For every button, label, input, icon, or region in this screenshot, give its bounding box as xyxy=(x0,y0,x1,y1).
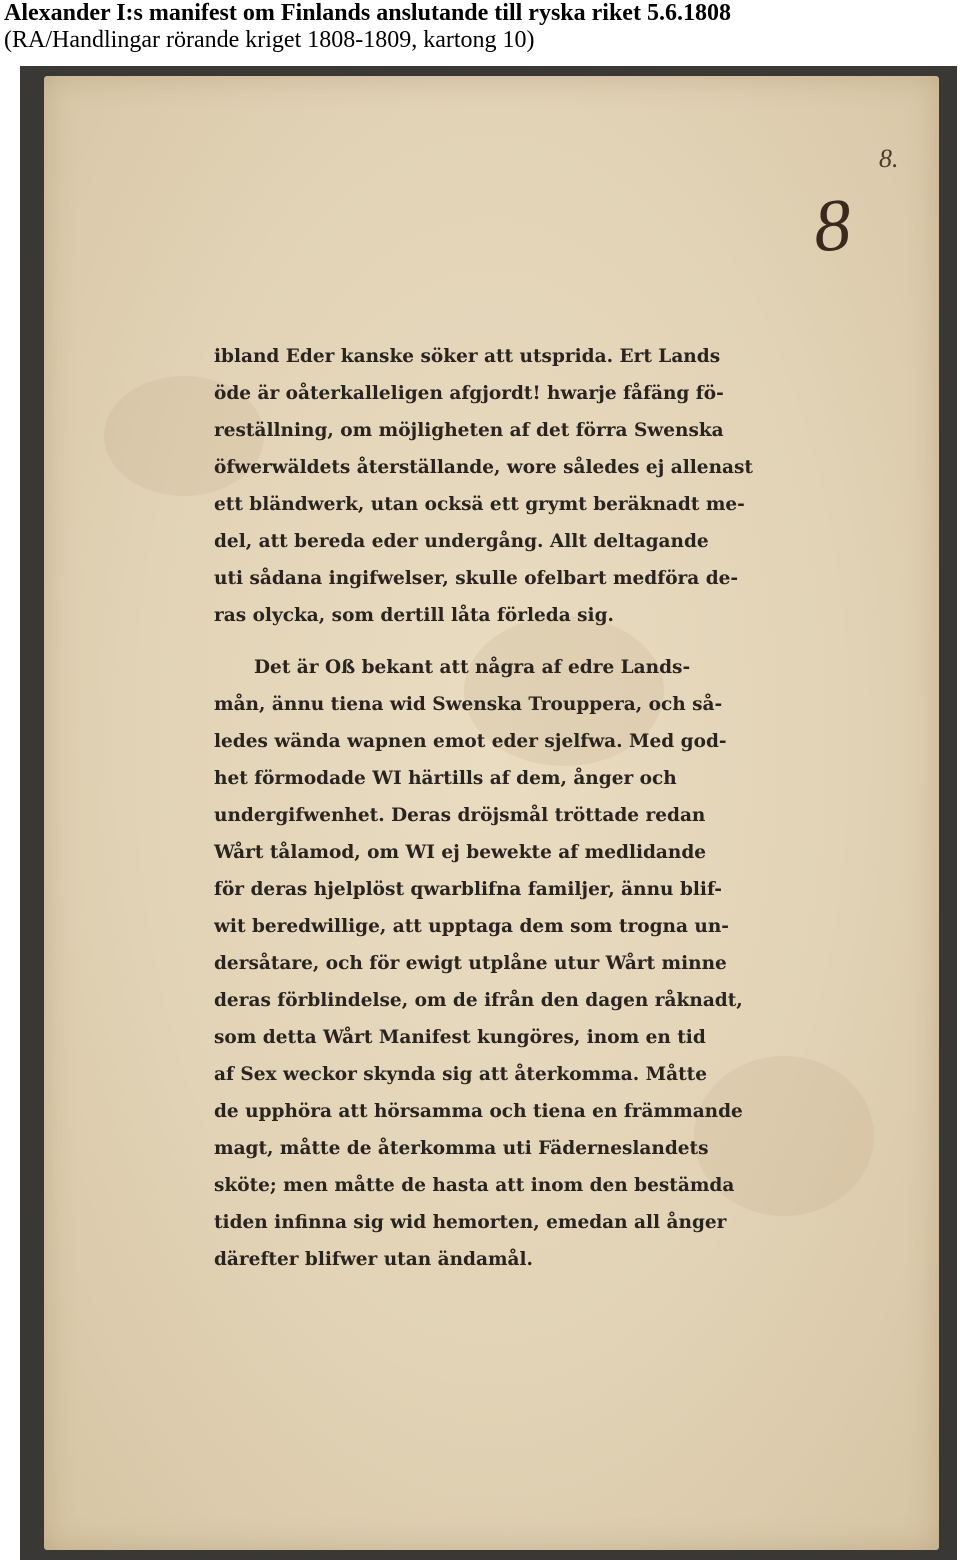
text-line: dersåtare, och för ewigt utplåne utur Wårt minne xyxy=(214,953,727,974)
text-line: därefter blifwer utan ändamål. xyxy=(214,1249,533,1270)
text-line: het förmodade WI härtills af dem, ånger och xyxy=(214,768,677,789)
text-line: för deras hjelplöst qwarblifna familjer, ännu blif- xyxy=(214,879,722,900)
document-page xyxy=(44,76,939,1550)
text-line: öde är oåterkalleligen afgjordt! hwarje fåfäng fö- xyxy=(214,383,724,404)
document-caption xyxy=(4,0,954,54)
scan-frame xyxy=(20,66,957,1560)
text-line: del, att bereda eder undergång. Allt deltagande xyxy=(214,531,709,552)
text-line: öfwerwäldets återställande, wore således ej allenast xyxy=(214,457,753,478)
folio-number-large: 8 xyxy=(811,183,854,269)
caption-title: Alexander I:s manifest om Finlands anslutande till ryska riket 5.6.1808 xyxy=(4,0,731,26)
text-line: ledes wända wapnen emot eder sjelfwa. Med god- xyxy=(214,731,727,752)
text-line: reställning, om möjligheten af det förra Swenska xyxy=(214,420,724,441)
text-line: af Sex weckor skynda sig att återkomma. Måtte xyxy=(214,1064,707,1085)
text-line: de upphöra att hörsamma och tiena en främmande xyxy=(214,1101,743,1122)
text-line: uti sådana ingifwelser, skulle ofelbart medföra de- xyxy=(214,568,739,589)
text-line: som detta Wårt Manifest kungöres, inom en tid xyxy=(214,1027,706,1048)
text-line: magt, måtte de återkomma uti Fäderneslandets xyxy=(214,1138,709,1159)
paragraph-start-line: Det är Oß bekant att några af edre Lands- xyxy=(254,657,691,678)
caption-subtitle: (RA/Handlingar rörande kriget 1808-1809, kartong 10) xyxy=(4,27,535,53)
text-line: deras förblindelse, om de ifrån den dagen råknadt, xyxy=(214,990,743,1011)
folio-number-small: 8. xyxy=(879,144,899,173)
text-line: tiden infinna sig wid hemorten, emedan all ånger xyxy=(214,1212,727,1233)
text-line: mån, ännu tiena wid Swenska Trouppera, och så- xyxy=(214,694,723,715)
text-line: ras olycka, som dertill låta förleda sig. xyxy=(214,605,614,626)
manifest-text xyxy=(214,338,753,1278)
text-line: sköte; men måtte de hasta att inom den bestämda xyxy=(214,1175,735,1196)
text-line: undergifwenhet. Deras dröjsmål tröttade redan xyxy=(214,805,706,826)
text-line: ibland Eder kanske söker att utsprida. Ert Lands xyxy=(214,346,721,367)
text-line: ett bländwerk, utan ocksä ett grymt beräknadt me- xyxy=(214,494,745,515)
text-line: wit beredwillige, att upptaga dem som trogna un- xyxy=(214,916,729,937)
text-line: Wårt tålamod, om WI ej bewekte af medlidande xyxy=(214,842,707,863)
